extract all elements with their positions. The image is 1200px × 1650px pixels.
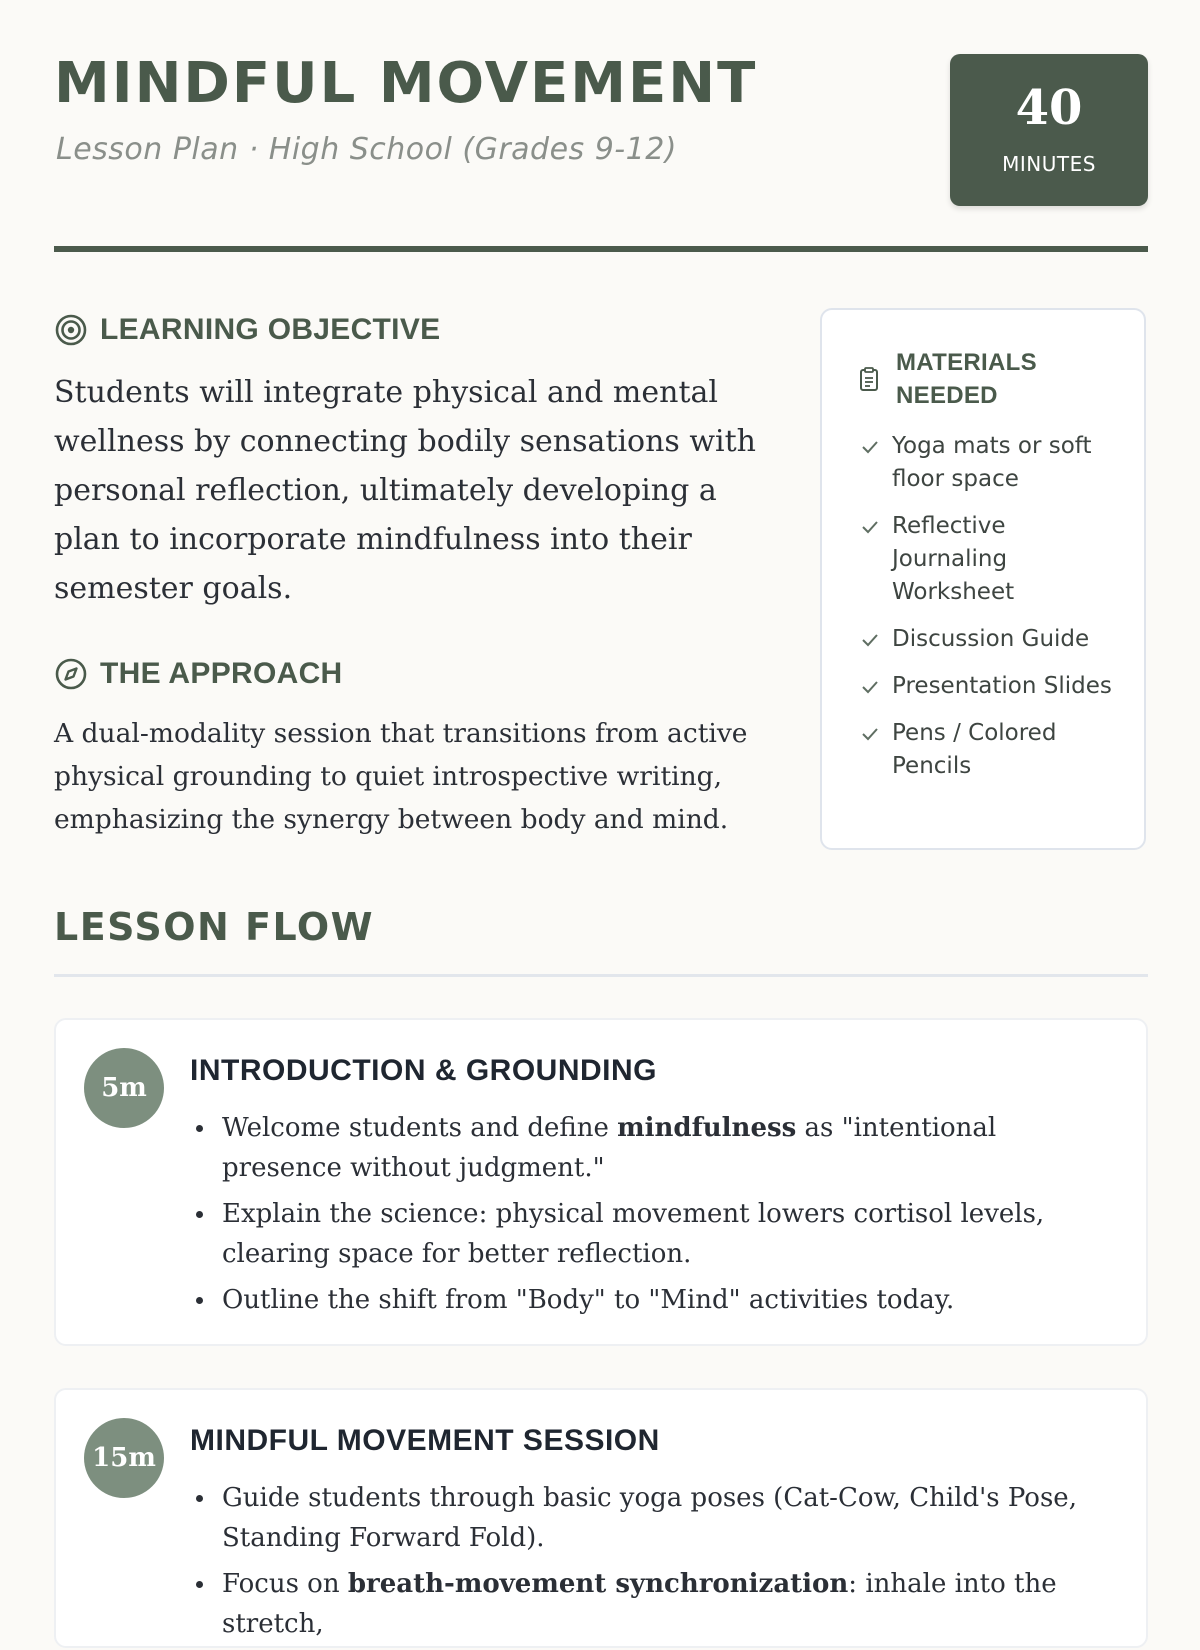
materials-item-label: Discussion Guide bbox=[892, 626, 1090, 652]
bullet-text: Explain the science: physical movement lowers cortisol levels, clearing space for better reflection. bbox=[222, 1199, 1045, 1269]
step-bullet bbox=[190, 1194, 1110, 1274]
page-subtitle: Lesson Plan · High School (Grades 9-12) bbox=[56, 132, 678, 167]
bullet-emphasis: mindfulness bbox=[617, 1113, 797, 1143]
header-divider bbox=[54, 246, 1148, 252]
lesson-flow-heading: LESSON FLOW bbox=[54, 905, 375, 949]
check-icon bbox=[858, 722, 882, 746]
check-icon bbox=[858, 675, 882, 699]
step-title: INTRODUCTION & GROUNDING bbox=[190, 1054, 657, 1087]
step-bullet bbox=[190, 1564, 1110, 1644]
materials-item-label: Presentation Slides bbox=[892, 673, 1112, 699]
step-bullet-list bbox=[190, 1108, 1110, 1326]
bullet-text: Focus on bbox=[222, 1569, 348, 1599]
step-time-badge: 5m bbox=[84, 1048, 164, 1128]
materials-item bbox=[858, 623, 1118, 656]
approach-text: A dual-modality session that transitions from active physical grounding to quiet introspective writing, emphasizing the synergy between body and mind. bbox=[54, 718, 748, 835]
bullet-text: : inhale into the stretch, bbox=[222, 1569, 1057, 1639]
materials-heading-label: MATERIALS NEEDED bbox=[896, 349, 1037, 409]
bullet-text: Outline the shift from "Body" to "Mind" activities today. bbox=[222, 1285, 955, 1315]
materials-item bbox=[858, 430, 1118, 496]
step-card-introduction bbox=[54, 1018, 1148, 1346]
approach-heading bbox=[54, 656, 343, 692]
materials-card bbox=[820, 308, 1146, 850]
check-icon bbox=[858, 628, 882, 652]
materials-item bbox=[858, 717, 1118, 783]
bullet-text: Guide students through basic yoga poses (Cat-Cow, Child's Pose, Standing Forward Fold). bbox=[222, 1483, 1077, 1553]
duration-badge bbox=[950, 54, 1148, 206]
target-icon bbox=[54, 313, 88, 347]
step-bullet-list bbox=[190, 1478, 1110, 1650]
step-title: MINDFUL MOVEMENT SESSION bbox=[190, 1424, 660, 1457]
materials-item bbox=[858, 510, 1118, 609]
approach-heading-label: THE APPROACH bbox=[100, 657, 343, 690]
compass-icon bbox=[54, 657, 88, 691]
check-icon bbox=[858, 435, 882, 459]
materials-item bbox=[858, 670, 1118, 703]
duration-unit: MINUTES bbox=[1002, 152, 1096, 176]
objective-heading-label: LEARNING OBJECTIVE bbox=[100, 313, 441, 346]
check-icon bbox=[858, 515, 882, 539]
step-bullet bbox=[190, 1108, 1110, 1188]
bullet-text: as "intentional presence without judgment." bbox=[222, 1113, 997, 1183]
clipboard-icon bbox=[856, 366, 882, 392]
step-bullet bbox=[190, 1280, 1110, 1320]
header bbox=[54, 52, 1148, 212]
lesson-flow-divider bbox=[54, 974, 1148, 977]
materials-item-label: Yoga mats or soft floor space bbox=[892, 433, 1092, 492]
materials-item-label: Reflective Journaling Worksheet bbox=[892, 513, 1015, 605]
materials-heading bbox=[856, 346, 1066, 412]
page-title: MINDFUL MOVEMENT bbox=[54, 51, 758, 116]
objective-heading bbox=[54, 312, 440, 348]
materials-list bbox=[858, 430, 1118, 797]
bullet-emphasis: breath-movement synchronization bbox=[347, 1569, 849, 1599]
step-bullet bbox=[190, 1478, 1110, 1558]
objective-text: Students will integrate physical and mental wellness by connecting bodily sensations with personal reflection, ultimately developing a plan to incorporate mindfulness into their semester goals. bbox=[54, 375, 756, 606]
step-time-badge: 15m bbox=[84, 1418, 164, 1498]
materials-item-label: Pens / Colored Pencils bbox=[892, 720, 1057, 779]
step-card-movement bbox=[54, 1388, 1148, 1648]
bullet-text: Welcome students and define bbox=[222, 1113, 618, 1143]
duration-value: 40 bbox=[1015, 80, 1083, 136]
